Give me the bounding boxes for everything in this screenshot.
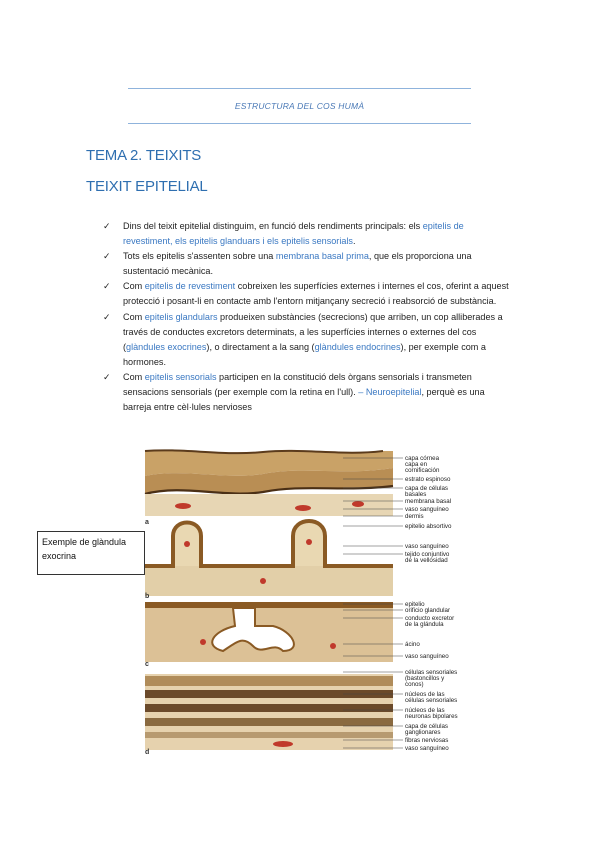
bullet-text: ), per exemple com a hormones. [123,341,486,367]
panel-letter-a: a [145,519,149,526]
highlighted-term: epitelis de revestiment [144,281,236,292]
figure-label: núcleos de las [405,707,445,714]
checkmark-icon: ✓ [103,311,111,322]
figure-label: conos) [405,681,424,688]
highlighted-term: glàndules endocrines [314,341,401,352]
exocrine-gland-callout: Exemple de glàndula exocrina [37,531,145,575]
figure-label: fibras nerviosas [405,737,449,744]
checkmark-icon: ✓ [103,251,111,262]
bullet-item [103,279,515,309]
figure-label: neuronas bipolares [405,713,458,720]
bullet-list [103,219,515,415]
panel-b-drawing [145,521,393,600]
figure-label: capa de células [405,485,448,492]
figure-label: ganglionares [405,729,441,736]
figure-label: ácino [405,641,420,648]
checkmark-icon: ✓ [103,221,111,231]
figure-label: vaso sanguíneo [405,745,449,752]
panel-c-drawing [145,602,393,668]
bullet-item [103,310,515,370]
figure-label: capa córnea [405,455,440,462]
figure-label: cornificación [405,467,440,474]
bullet-item [103,249,515,279]
highlighted-term: epitelis glandulars [144,311,218,322]
figure-label: células sensoriales [405,697,458,704]
figure-label: vaso sanguíneo [405,653,449,660]
figure-label: membrana basal [405,498,452,505]
highlighted-term: glàndules exocrines [126,341,207,352]
bullet-text: produeixen substàncies (secrecions) que arriben, un cop alliberades a través de conductes excretors determinats, a les superfícies internes o externes del cos ( [123,311,503,352]
bullet-text: cobreixen les superfícies externes i internes el cos, oferint a aquest protecció i posant-li en contacte amb l'entorn mitjançany secreció i reabsorció de substància. [123,281,509,307]
highlighted-term: membrana basal prima [275,251,369,262]
bullet-text: Com [123,311,145,322]
highlighted-term: epitelis de revestiment, els epitelis glanduars i els epitelis sensorials [123,221,464,247]
figure-label: conducto excretor [405,615,455,622]
figure-label: capa de células [405,723,448,730]
figure-label: basales [405,491,427,498]
figure-label: células sensoriales [405,669,458,676]
figure-label: capa en [405,461,428,468]
bullet-text: Com [123,281,145,292]
panel-letter-d: d [145,749,150,756]
bullet-text: Dins del teixit epitelial distinguim, en funció dels rendiments principals: els [123,221,423,231]
bullet-text: . [352,236,356,247]
panel-letter-c: c [145,661,149,668]
figure-label: de la glándula [405,621,444,628]
epithelium-illustration [143,446,505,756]
bullet-item [103,219,515,249]
bullet-text: participen en la constitució dels òrgans sensorials i transmeten sensacions sensorials (per exemple com la retina en l'ull). [123,371,472,398]
bullet-text: Com [123,371,145,382]
figure-label: dermis [405,513,424,520]
topic-heading: TEMA 2. TEIXITS [86,147,202,164]
figure-label: (bastoncillos y [405,675,445,682]
figure-label: de la vellosidad [405,557,448,564]
figure-label: vaso sanguíneo [405,543,449,550]
highlighted-term: epitelis sensorials [144,371,217,382]
highlighted-term: – Neuroepitelial [358,387,422,398]
figure-label: estrato espinoso [405,476,451,483]
header-rule-bottom [128,123,471,124]
figure-label: vaso sanguíneo [405,506,449,513]
bullet-text: ), o directament a la sang ( [206,341,315,352]
bullet-text: , que els proporciona una sustentació mecànica. [123,251,472,277]
running-header: ESTRUCTURA DEL COS HUMÀ [234,101,365,111]
bullet-text: , perquè es una barreja entre cèl·lules nervioses [123,387,485,413]
panel-d-drawing [145,674,393,756]
checkmark-icon: ✓ [103,281,111,292]
figure-label: orificio glandular [405,607,451,614]
bullet-item [103,370,515,415]
figure-label: tejido conjuntivo [405,551,450,558]
figure-label: epitelio absortivo [405,523,452,530]
bullet-text: Tots els epitelis s'assenten sobre una [123,251,276,262]
section-heading: TEIXIT EPITELIAL [86,178,208,195]
checkmark-icon: ✓ [103,371,111,382]
header-rule-top [128,88,471,89]
figure-label: núcleos de las [405,691,445,698]
figure-label: epitelio [405,601,425,608]
panel-letter-b: b [145,593,150,600]
